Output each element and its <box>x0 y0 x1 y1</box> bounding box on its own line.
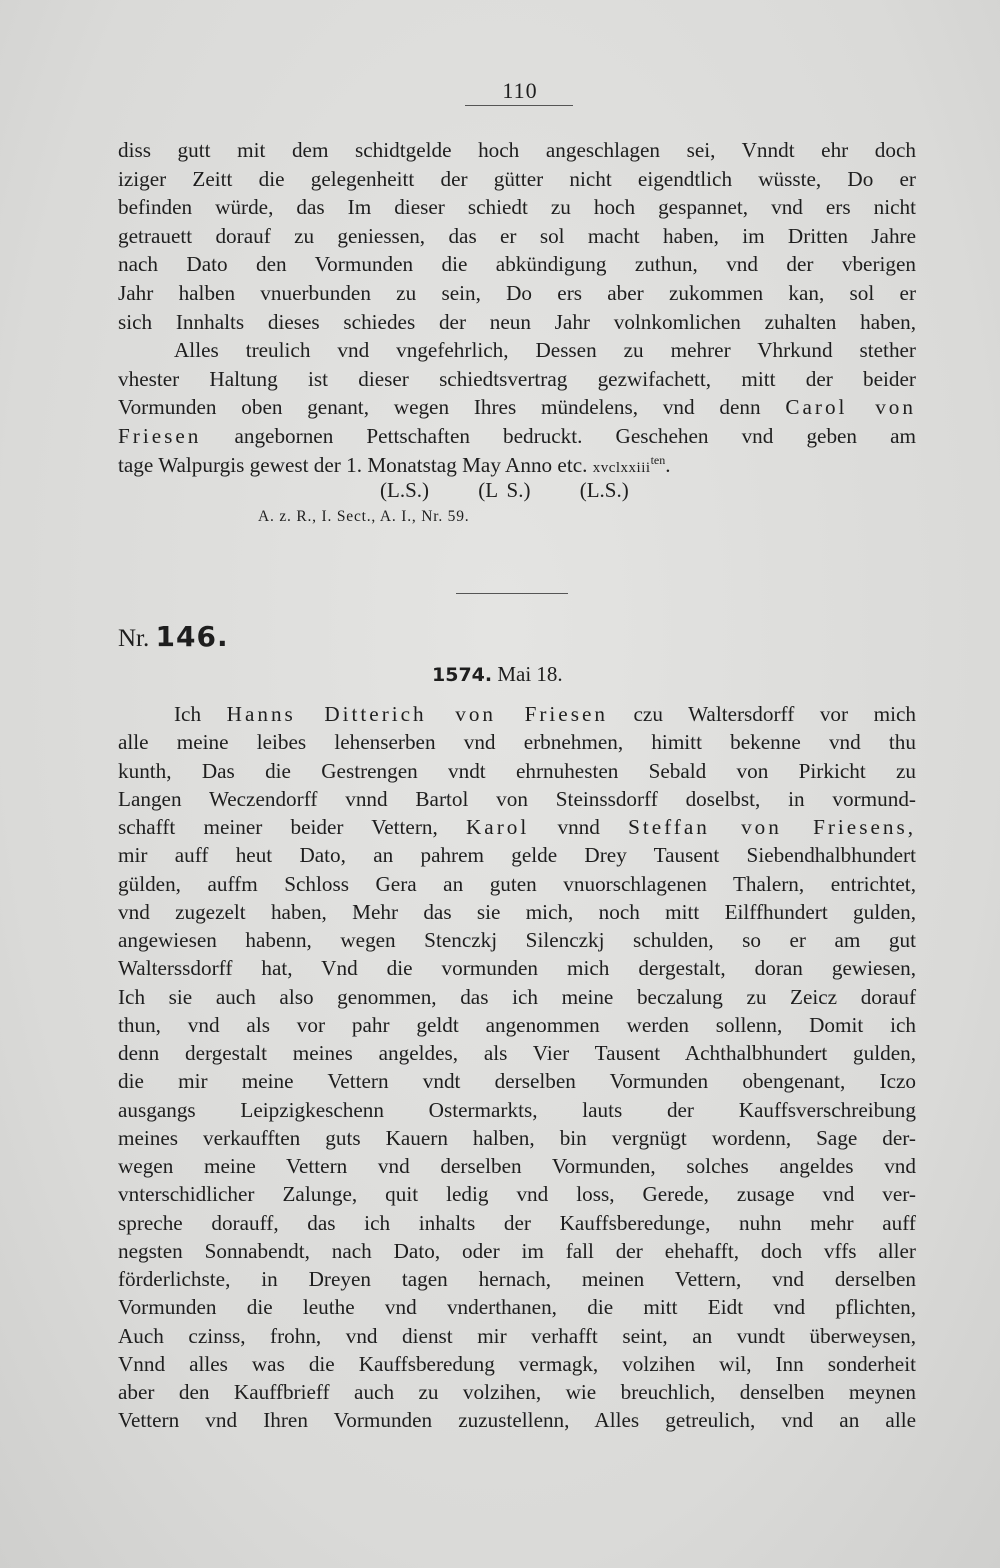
archive-citation: A. z. R., I. Sect., A. I., Nr. 59. <box>258 508 470 525</box>
text-line: Langen Weczendorff vnnd Bartol von Steinssdorff doselbst, in vormund- <box>118 786 916 811</box>
section-divider <box>456 593 568 594</box>
text-line: Vormunden oben genant, wegen Ihres mündelens, vnd denn Carol von <box>118 395 916 420</box>
seal-mark: (L.S.) <box>579 478 629 502</box>
person-name: Steffan von Friesens, <box>628 815 916 839</box>
text-line: getrauett dorauf zu geniessen, das er sol macht haben, im Dritten Jahre <box>118 223 916 248</box>
text-line: Walterssdorff hat, Vnd die vormunden mich dergestalt, doran gewiesen, <box>118 956 916 981</box>
page-number: 110 <box>502 78 538 103</box>
text-line: sich Innhalts dieses schiedes der neun Jahr volnkomlichen zuhalten haben, <box>118 309 916 334</box>
text-line: negsten Sonnabendt, nach Dato, oder im fall der ehehafft, doch vffs aller <box>118 1238 916 1263</box>
text-line: Ich sie auch also genommen, das ich meine beczalung zu Zeicz dorauf <box>118 984 916 1009</box>
seal-mark: (L S.) <box>478 478 531 502</box>
charter-continuation-text <box>118 136 916 479</box>
text-line: aber den Kauffbrieff auch zu volzihen, wie breuchlich, denselben meynen <box>118 1380 916 1404</box>
text-line: vnterschidlicher Zalunge, quit ledig vnd loss, Gerede, zusage vnd ver- <box>118 1182 916 1207</box>
text-line: angewiesen habenn, wegen Stenczkj Silenczkj schulden, so er am gut <box>118 928 916 952</box>
text-line: kunth, Das die Gestrengen vndt ehrnuhesten Sebald von Pirkicht zu <box>118 758 916 783</box>
text-line: mir auff heut Dato, an pahrem gelde Drey Tausent Siebendhalbhundert <box>118 843 916 868</box>
text-line: Vettern vnd Ihren Vormunden zuzustellenn, Alles getreulich, vnd an alle <box>118 1408 916 1433</box>
text-line: alle meine leibes lehenserben vnd erbnehmen, himitt bekenne vnd thu <box>118 730 916 755</box>
text-line: Vormunden die leuthe vnd vnderthanen, die mitt Eidt vnd pflichten, <box>118 1295 916 1320</box>
text-line: Ich Hanns Ditterich von Friesen czu Waltersdorff vor mich <box>174 702 917 726</box>
text-line: vhester Haltung ist dieser schiedtsvertrag gezwifachett, mitt der beider <box>118 366 916 391</box>
header-rule <box>465 105 573 106</box>
person-name: Karol <box>466 815 530 839</box>
text-line: iziger Zeitt die gelegenheitt der gütter nicht eigendtlich wüsste, Do er <box>118 166 916 191</box>
text-line: meines verkaufften guts Kauern halben, bin vergnügt wordenn, Sage der- <box>118 1125 916 1150</box>
text-line: denn dergestalt meines angeldes, als Vier Tausent Achthalbhundert gulden, <box>118 1041 916 1065</box>
text-line: thun, vnd als vor pahr geldt angenommen werden sollenn, Domit ich <box>118 1012 916 1037</box>
text-line: Friesen angebornen Pettschaften bedruckt. Geschehen vnd geben am <box>118 423 917 448</box>
document-number: Nr. 146. <box>118 620 229 653</box>
seal-marks <box>380 478 669 503</box>
text-line: vnd zugezelt haben, Mehr das sie mich, noch mitt Eilffhundert gulden, <box>118 899 916 924</box>
text-line: Jahr halben vnuerbunden zu sein, Do ers aber zukommen kan, sol er <box>118 280 916 305</box>
text-line: Auch czinss, frohn, vnd dienst mir verhafft seint, an vundt überweysen, <box>118 1323 916 1348</box>
text-line: gülden, auffm Schloss Gera an guten vnuorschlagenen Thalern, entrichtet, <box>118 871 916 896</box>
text-line: die mir meine Vettern vndt derselben Vormunden obengenant, Iczo <box>118 1069 916 1094</box>
text-line: ausgangs Leipzigkeschenn Ostermarkts, lauts der Kauffsverschreibung <box>118 1097 916 1122</box>
text-line: Alles treulich vnd vngefehrlich, Dessen zu mehrer Vhrkund stether <box>174 338 916 363</box>
person-name: Hanns Ditterich von Friesen <box>226 702 608 726</box>
text-line: schafft meiner beider Vettern, Karol vnnd Steffan von Friesens, <box>118 815 916 839</box>
text-line: diss gutt mit dem schidtgelde hoch angeschlagen sei, Vnndt ehr doch <box>118 138 916 162</box>
text-line: spreche dorauff, das ich inhalts der Kauffsberedunge, nuhn mehr auff <box>118 1210 916 1235</box>
text-line: förderlichste, in Dreyen tagen hernach, meinen Vettern, vnd derselben <box>118 1267 916 1291</box>
text-line: tage Walpurgis gewest der 1. Monatstag May Anno etc. xvclxxiii$^{ten}$. <box>118 452 671 477</box>
text-line: befinden würde, das Im dieser schiedt zu hoch gespannet, vnd ers nicht <box>118 195 916 220</box>
year-roman: xvclxxiii <box>592 459 651 476</box>
person-name: Carol von <box>785 395 916 420</box>
person-name: Friesen <box>118 423 202 448</box>
text-line: Vnnd alles was die Kauffsberedung vermagk, volzihen wil, Inn sonderheit <box>118 1351 916 1376</box>
charter-text <box>118 700 916 1435</box>
document-date: 1574. Mai 18. <box>432 662 563 686</box>
seal-mark: (L.S.) <box>380 478 429 502</box>
text-line: wegen meine Vettern vnd derselben Vormunden, solches angeldes vnd <box>118 1154 916 1178</box>
text-line: nach Dato den Vormunden die abkündigung zuthun, vnd der vberigen <box>118 252 916 277</box>
